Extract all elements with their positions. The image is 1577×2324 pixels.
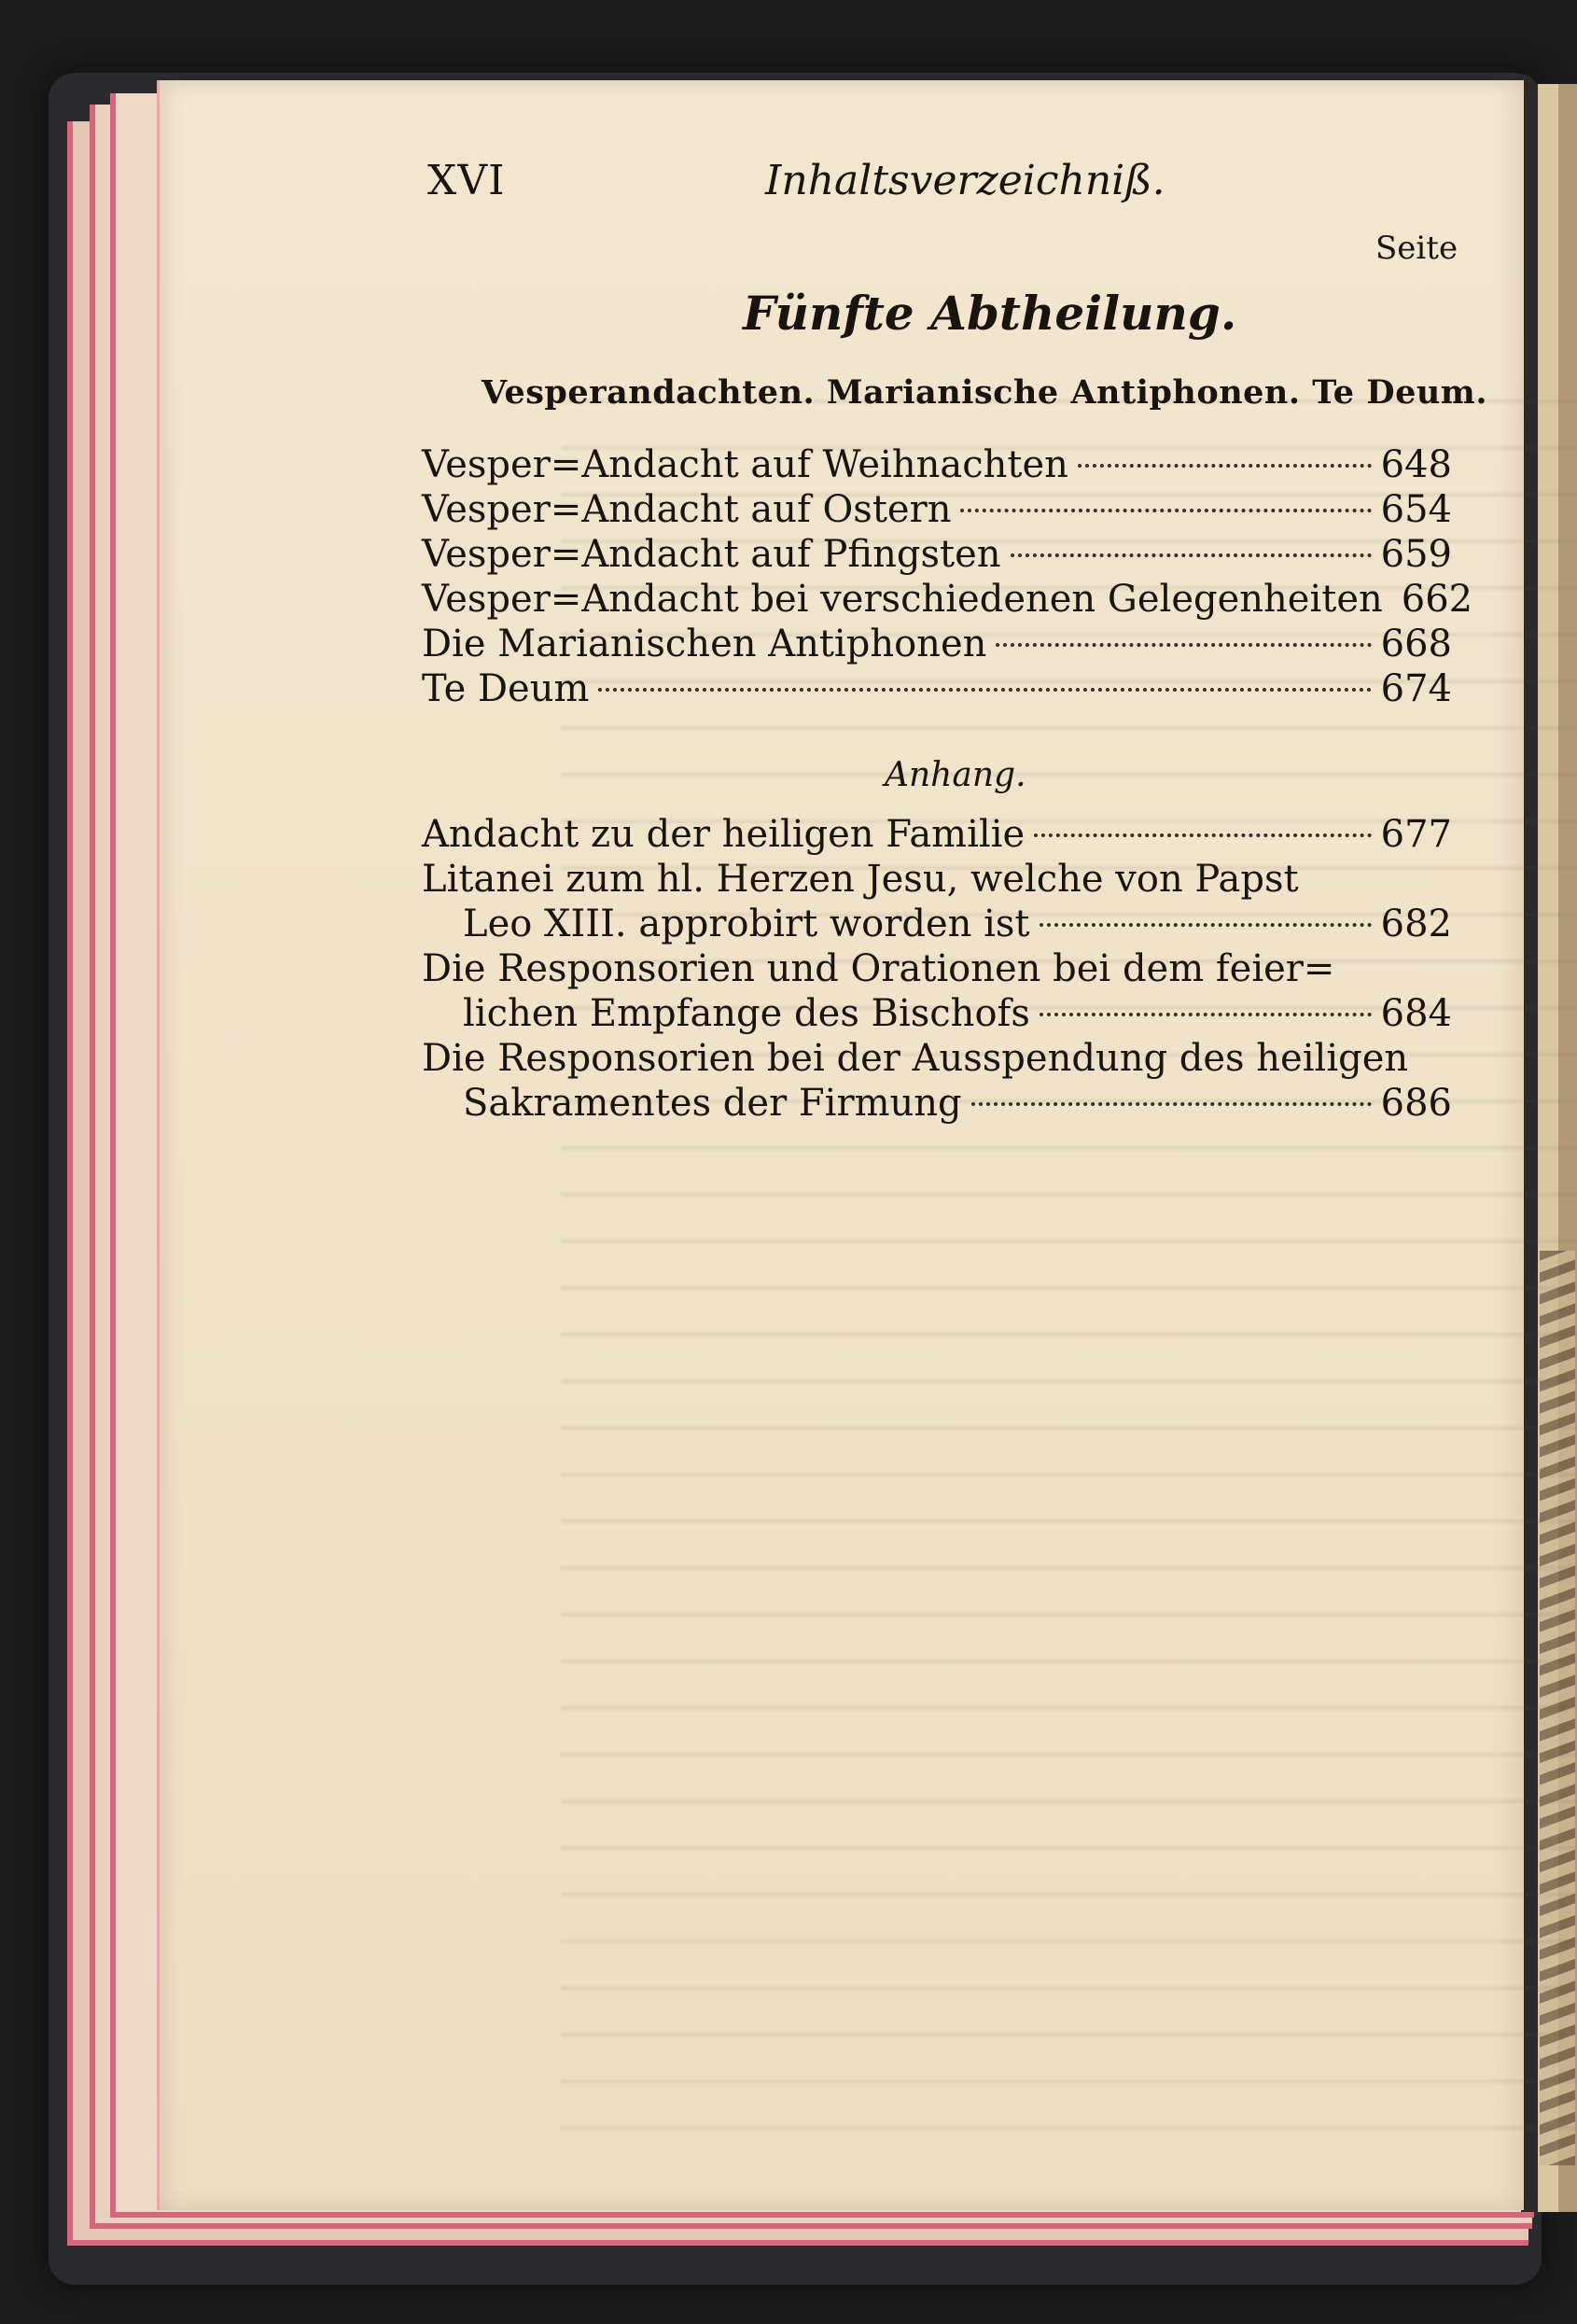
toc-entry-title: Vesper=Andacht auf Pfingsten	[422, 533, 1001, 576]
toc-entry-title: Vesper=Andacht auf Ostern	[422, 488, 952, 531]
toc-entry-title: Litanei zum hl. Herzen Jesu, welche von Papst	[422, 858, 1299, 901]
appendix-title: Anhang.	[885, 756, 1026, 794]
toc-entry-title: Die Responsorien und Orationen bei dem feier=	[422, 947, 1335, 990]
section-title: Fünfte Abtheilung.	[743, 286, 1237, 341]
toc-entry-title-cont: lichen Empfange des Bischofs	[463, 992, 1030, 1035]
toc-entry	[422, 666, 1452, 711]
toc-entry-title: Andacht zu der heiligen Familie	[422, 813, 1026, 856]
toc-entry-continuation	[463, 1081, 1452, 1126]
toc-entry	[422, 946, 1452, 991]
leader-dots	[1034, 833, 1371, 837]
toc-entry-page: 674	[1380, 667, 1452, 710]
toc-entry	[422, 857, 1452, 902]
toc-entry	[422, 532, 1452, 577]
toc-entry-page: 668	[1380, 623, 1452, 665]
toc-entry-title: Vesper=Andacht bei verschiedenen Gelegenheiten	[422, 578, 1383, 621]
toc-entry	[422, 622, 1452, 666]
leader-dots	[1040, 923, 1372, 927]
toc-entry	[422, 487, 1452, 532]
toc-entry-continuation	[463, 902, 1452, 946]
toc-entry	[422, 442, 1452, 487]
toc-entry-title: Vesper=Andacht auf Weihnachten	[422, 443, 1068, 486]
toc-entry-page: 682	[1380, 903, 1452, 945]
toc-entry-continuation	[463, 991, 1452, 1036]
leader-dots	[960, 509, 1371, 512]
toc-entry-title-cont: Leo XIII. approbirt worden ist	[463, 903, 1030, 945]
toc-entry-page: 686	[1380, 1082, 1452, 1125]
leader-dots	[1078, 464, 1372, 468]
leader-dots	[1040, 1013, 1372, 1016]
leader-dots	[996, 643, 1371, 647]
toc-entry-page: 684	[1380, 992, 1452, 1035]
running-title: Inhaltsverzeichniß.	[765, 157, 1165, 204]
toc-entry-page: 654	[1380, 488, 1452, 531]
leader-dots	[1011, 553, 1372, 557]
toc-entry-title-cont: Sakramentes der Firmung	[463, 1082, 962, 1125]
page-number: XVI	[427, 157, 506, 204]
toc-entry-title: Die Responsorien bei der Ausspendung des heiligen	[422, 1037, 1409, 1080]
toc-entry	[422, 1036, 1452, 1081]
page-column-label: Seite	[1375, 230, 1458, 267]
section-subtitle: Vesperandachten. Marianische Antiphonen. Te Deum.	[481, 373, 1488, 412]
toc-entry-title: Te Deum	[422, 667, 590, 710]
leader-dots	[971, 1102, 1372, 1106]
toc-entry-page: 659	[1380, 533, 1452, 576]
toc-entry	[422, 577, 1473, 622]
leader-dots	[598, 688, 1371, 692]
toc-entry-page: 677	[1380, 813, 1452, 856]
toc-entry	[422, 812, 1452, 857]
toc-entry-page: 662	[1401, 578, 1473, 621]
toc-entry-page: 648	[1380, 443, 1452, 486]
toc-entry-title: Die Marianischen Antiphonen	[422, 623, 987, 665]
